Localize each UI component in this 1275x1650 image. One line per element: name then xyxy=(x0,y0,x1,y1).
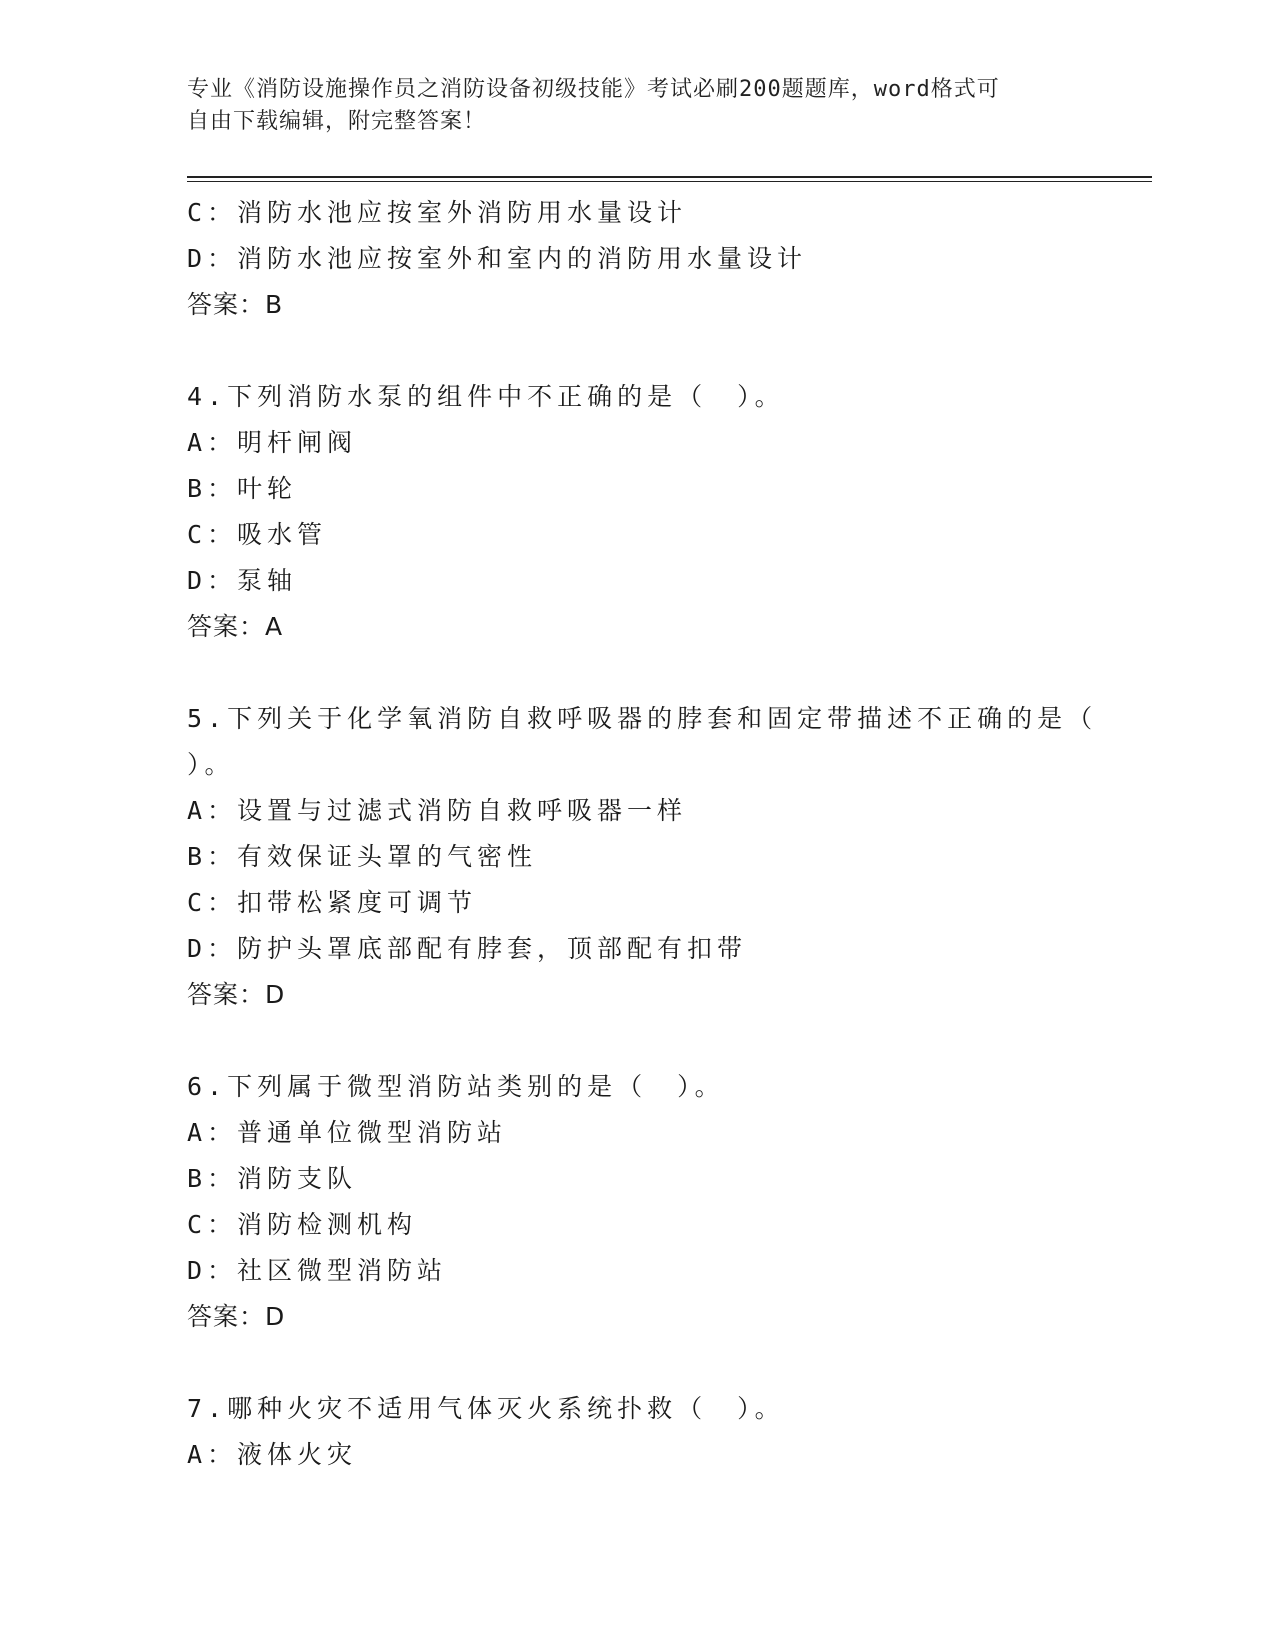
question-text: 7.哪种火灾不适用气体灭火系统扑救（ ）。 xyxy=(187,1394,785,1423)
option-d: D：泵轴 xyxy=(187,566,298,595)
question-text: 4.下列消防水泵的组件中不正确的是（ ）。 xyxy=(187,382,785,411)
question-text-line-2: ）。 xyxy=(187,750,235,779)
question-5 xyxy=(187,696,1098,1018)
header-divider-thin xyxy=(187,181,1152,182)
spacer xyxy=(187,650,1087,696)
option-b: B：叶轮 xyxy=(187,474,298,503)
spacer xyxy=(187,1018,1087,1064)
spacer xyxy=(187,328,1087,374)
header-line-1: 专业《消防设施操作员之消防设备初级技能》考试必刷200题题库，word格式可 xyxy=(187,77,1000,102)
option-b: B：有效保证头罩的气密性 xyxy=(187,842,538,871)
option-c: C：扣带松紧度可调节 xyxy=(187,888,478,917)
question-list xyxy=(187,190,1098,1478)
answer: 答案：B xyxy=(187,290,284,319)
option-a: A：明杆闸阀 xyxy=(187,428,358,457)
option-a: A：普通单位微型消防站 xyxy=(187,1118,508,1147)
spacer xyxy=(187,1340,1087,1386)
question-4 xyxy=(187,374,1087,650)
question-text: 6.下列属于微型消防站类别的是（ ）。 xyxy=(187,1072,725,1101)
question-3 xyxy=(187,190,1087,328)
option-c: C：吸水管 xyxy=(187,520,328,549)
option-a: A：设置与过滤式消防自救呼吸器一样 xyxy=(187,796,688,825)
option-d: D：消防水池应按室外和室内的消防用水量设计 xyxy=(187,244,808,273)
option-b: B：消防支队 xyxy=(187,1164,358,1193)
header-line-2: 自由下载编辑，附完整答案！ xyxy=(187,109,487,134)
question-6 xyxy=(187,1064,1087,1340)
answer: 答案：D xyxy=(187,980,286,1009)
option-d: D：防护头罩底部配有脖套，顶部配有扣带 xyxy=(187,934,748,963)
option-d: D：社区微型消防站 xyxy=(187,1256,448,1285)
question-7 xyxy=(187,1386,1087,1478)
answer: 答案：D xyxy=(187,1302,286,1331)
option-c: C：消防检测机构 xyxy=(187,1210,418,1239)
header-divider-thick xyxy=(187,176,1152,178)
document-header xyxy=(187,74,1067,138)
option-a: A：液体火灾 xyxy=(187,1440,358,1469)
answer: 答案：A xyxy=(187,612,284,641)
question-text-line-1: 5.下列关于化学氧消防自救呼吸器的脖套和固定带描述不正确的是（ xyxy=(187,704,1098,733)
option-c: C：消防水池应按室外消防用水量设计 xyxy=(187,198,688,227)
